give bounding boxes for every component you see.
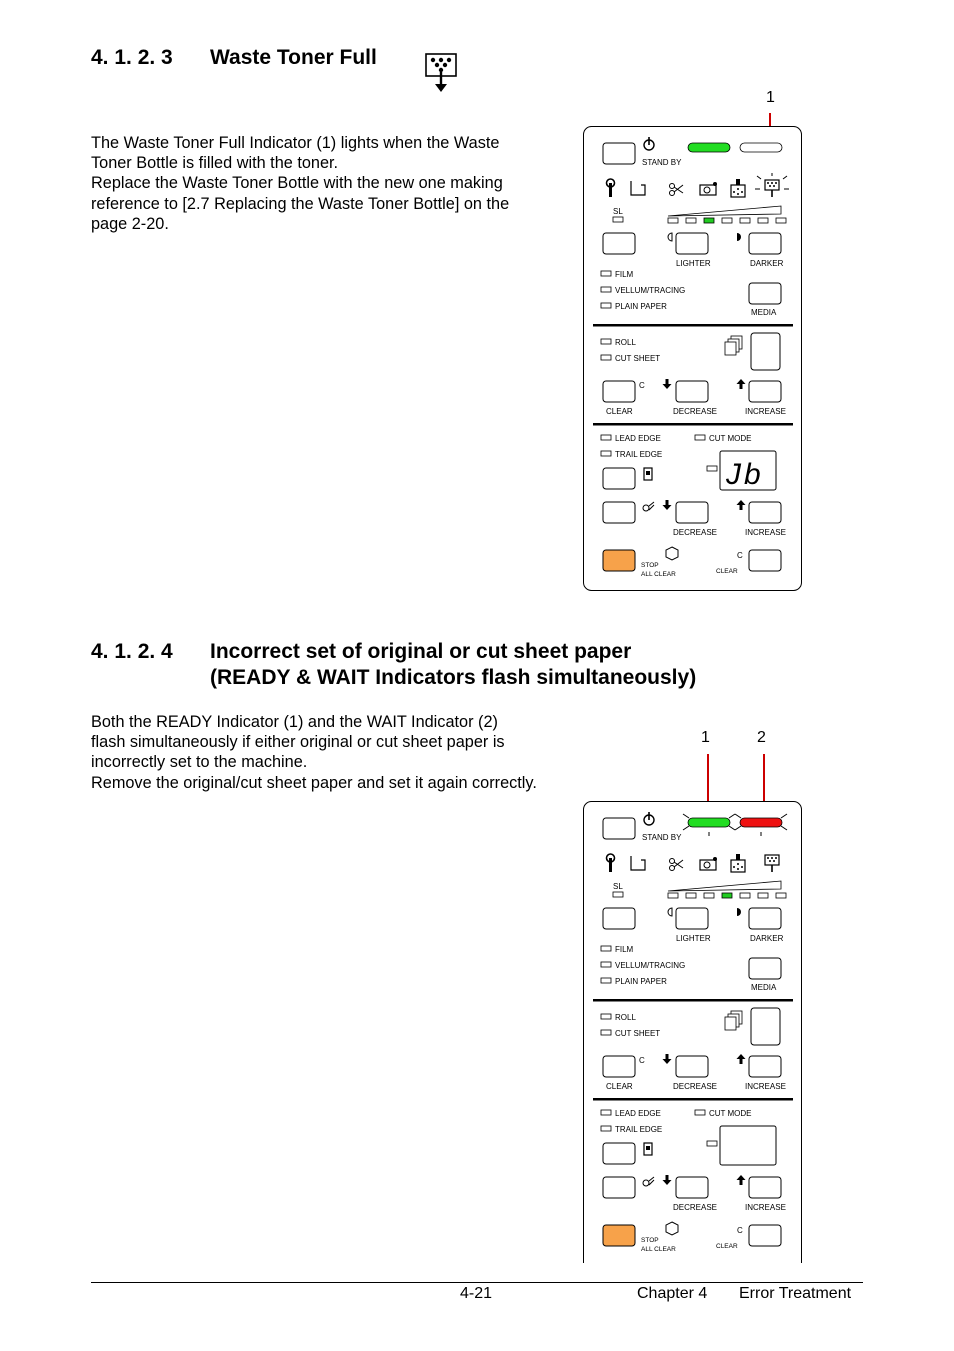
roll-label: ROLL — [615, 338, 636, 347]
film-label: FILM — [615, 945, 634, 954]
cut-sheet-indicator — [601, 355, 611, 360]
standby-label: STAND BY — [642, 833, 682, 842]
density-indicator — [722, 893, 732, 898]
darker-button[interactable] — [749, 233, 781, 254]
display-indicator — [707, 1141, 717, 1146]
panel-divider — [593, 324, 793, 327]
clear-copies-button[interactable] — [603, 381, 635, 402]
ready-indicator — [688, 143, 730, 152]
cut-mode-label: CUT MODE — [709, 434, 752, 443]
ready-indicator — [688, 818, 730, 827]
density-indicator — [776, 218, 786, 223]
clear-c-label: C — [737, 1226, 743, 1235]
cut-sheet-label: CUT SHEET — [615, 354, 661, 363]
increase-length-button[interactable] — [749, 502, 781, 523]
sl-indicator — [613, 892, 623, 897]
increase-copies-button[interactable] — [749, 1056, 781, 1077]
decrease-label: DECREASE — [673, 1203, 718, 1212]
plain-paper-label: PLAIN PAPER — [615, 977, 667, 986]
film-label: FILM — [615, 270, 634, 279]
sl-indicator — [613, 217, 623, 222]
trail-edge-indicator — [601, 451, 611, 456]
decrease-label: DECREASE — [673, 407, 718, 416]
vellum-indicator — [601, 287, 611, 292]
cut-mode-indicator — [695, 1110, 705, 1115]
darker-label: DARKER — [750, 934, 784, 943]
roll-label: ROLL — [615, 1013, 636, 1022]
clear-button[interactable] — [749, 1225, 781, 1246]
all-clear-label: ALL CLEAR — [641, 571, 676, 578]
copy-count-display — [751, 1008, 780, 1045]
decrease-copies-button[interactable] — [676, 381, 708, 402]
sl-button[interactable] — [603, 233, 635, 254]
clear-label: CLEAR — [716, 568, 738, 575]
stop-label: STOP — [641, 562, 659, 569]
density-indicator — [740, 893, 750, 898]
lighter-label: LIGHTER — [676, 934, 711, 943]
density-indicator — [776, 893, 786, 898]
wait-indicator — [740, 818, 782, 827]
density-indicator — [668, 218, 678, 223]
section-title-line-2: (READY & WAIT Indicators flash simultaneously) — [210, 666, 697, 689]
clear-c-label: C — [639, 381, 645, 390]
cut-mode-button[interactable] — [603, 1143, 635, 1164]
lead-edge-indicator — [601, 435, 611, 440]
cut-sheet-indicator — [601, 1030, 611, 1035]
page-number: 4-21 — [460, 1285, 493, 1302]
section-title: Incorrect set of original or cut sheet paper — [210, 640, 632, 663]
error-code-display — [720, 1126, 776, 1165]
density-indicator — [722, 218, 732, 223]
control-panel — [583, 126, 803, 591]
clear-label: CLEAR — [716, 1243, 738, 1250]
density-indicator — [686, 893, 696, 898]
increase-label: INCREASE — [745, 1082, 786, 1091]
lighter-button[interactable] — [676, 233, 708, 254]
decrease-length-button[interactable] — [676, 1177, 708, 1198]
density-indicator — [686, 218, 696, 223]
increase-label: INCREASE — [745, 528, 786, 537]
section-number: 4. 1. 2. 4 — [91, 640, 173, 663]
media-button[interactable] — [749, 283, 781, 304]
copy-count-display — [751, 333, 780, 370]
decrease-copies-button[interactable] — [676, 1056, 708, 1077]
darker-button[interactable] — [749, 908, 781, 929]
callout-2: 2 — [757, 729, 766, 746]
callout-1: 1 — [766, 89, 775, 106]
decrease-label: DECREASE — [673, 1082, 718, 1091]
film-indicator — [601, 271, 611, 276]
cut-mode-indicator — [695, 435, 705, 440]
chapter-label: Chapter 4 — [637, 1285, 708, 1302]
callout-1: 1 — [701, 729, 710, 746]
panel-divider — [593, 423, 793, 426]
media-button[interactable] — [749, 958, 781, 979]
lighter-button[interactable] — [676, 908, 708, 929]
waste-toner-icon — [424, 52, 458, 94]
density-indicator — [740, 218, 750, 223]
lead-edge-label: LEAD EDGE — [615, 434, 661, 443]
lead-edge-label: LEAD EDGE — [615, 1109, 661, 1118]
media-label: MEDIA — [751, 983, 777, 992]
decrease-length-button[interactable] — [676, 502, 708, 523]
trail-edge-label: TRAIL EDGE — [615, 450, 663, 459]
plain-paper-indicator — [601, 978, 611, 983]
cut-mode-label: CUT MODE — [709, 1109, 752, 1118]
decrease-label: DECREASE — [673, 528, 718, 537]
vellum-indicator — [601, 962, 611, 967]
roll-indicator — [601, 1014, 611, 1019]
control-panel — [583, 801, 803, 1263]
chapter-title: Error Treatment — [739, 1285, 852, 1302]
darker-label: DARKER — [750, 259, 784, 268]
vellum-label: VELLUM/TRACING — [615, 961, 686, 970]
vellum-label: VELLUM/TRACING — [615, 286, 686, 295]
panel-divider — [593, 999, 793, 1002]
length-button[interactable] — [603, 502, 635, 523]
clear-copies-button[interactable] — [603, 1056, 635, 1077]
roll-indicator — [601, 339, 611, 344]
section-1-paragraph: The Waste Toner Full Indicator (1) lights when the Waste Toner Bottle is filled with the toner. Replace the Waste Toner Bottle with the new one making reference to [2.7 Replacing the Waste Toner Bottle] on the page 2-20. — [91, 134, 510, 233]
clear-label: CLEAR — [606, 1082, 633, 1091]
section-title: Waste Toner Full — [210, 46, 377, 69]
increase-copies-button[interactable] — [749, 381, 781, 402]
clear-button[interactable] — [749, 550, 781, 571]
error-code-text: Jb — [726, 458, 764, 491]
length-button[interactable] — [603, 1177, 635, 1198]
increase-label: INCREASE — [745, 1203, 786, 1212]
plain-paper-indicator — [601, 303, 611, 308]
lead-edge-indicator — [601, 1110, 611, 1115]
wait-indicator — [740, 143, 782, 152]
increase-length-button[interactable] — [749, 1177, 781, 1198]
density-indicator — [704, 218, 714, 223]
sl-label: SL — [613, 207, 623, 216]
standby-button[interactable] — [603, 818, 635, 839]
standby-label: STAND BY — [642, 158, 682, 167]
clear-c-label: C — [737, 551, 743, 560]
trail-edge-indicator — [601, 1126, 611, 1131]
panel-divider — [593, 1098, 793, 1101]
stop-label: STOP — [641, 1237, 659, 1244]
standby-button[interactable] — [603, 143, 635, 164]
trail-edge-label: TRAIL EDGE — [615, 1125, 663, 1134]
film-indicator — [601, 946, 611, 951]
section-2-paragraph: Both the READY Indicator (1) and the WAIT Indicator (2) flash simultaneously if either original or cut sheet paper is incorrectly set to the machine. Remove the original/cut sheet paper and set it again correctly. — [91, 713, 537, 792]
density-indicator — [758, 893, 768, 898]
all-clear-label: ALL CLEAR — [641, 1246, 676, 1253]
stop-all-clear-button[interactable] — [603, 550, 635, 571]
lighter-label: LIGHTER — [676, 259, 711, 268]
density-indicator — [758, 218, 768, 223]
section-number: 4. 1. 2. 3 — [91, 46, 173, 69]
media-label: MEDIA — [751, 308, 777, 317]
clear-label: CLEAR — [606, 407, 633, 416]
density-indicator — [668, 893, 678, 898]
sl-button[interactable] — [603, 908, 635, 929]
clear-c-label: C — [639, 1056, 645, 1065]
display-indicator — [707, 466, 717, 471]
stop-all-clear-button[interactable] — [603, 1225, 635, 1246]
increase-label: INCREASE — [745, 407, 786, 416]
density-indicator — [704, 893, 714, 898]
sl-label: SL — [613, 882, 623, 891]
plain-paper-label: PLAIN PAPER — [615, 302, 667, 311]
cut-mode-button[interactable] — [603, 468, 635, 489]
footer-rule — [91, 1282, 863, 1283]
cut-sheet-label: CUT SHEET — [615, 1029, 661, 1038]
